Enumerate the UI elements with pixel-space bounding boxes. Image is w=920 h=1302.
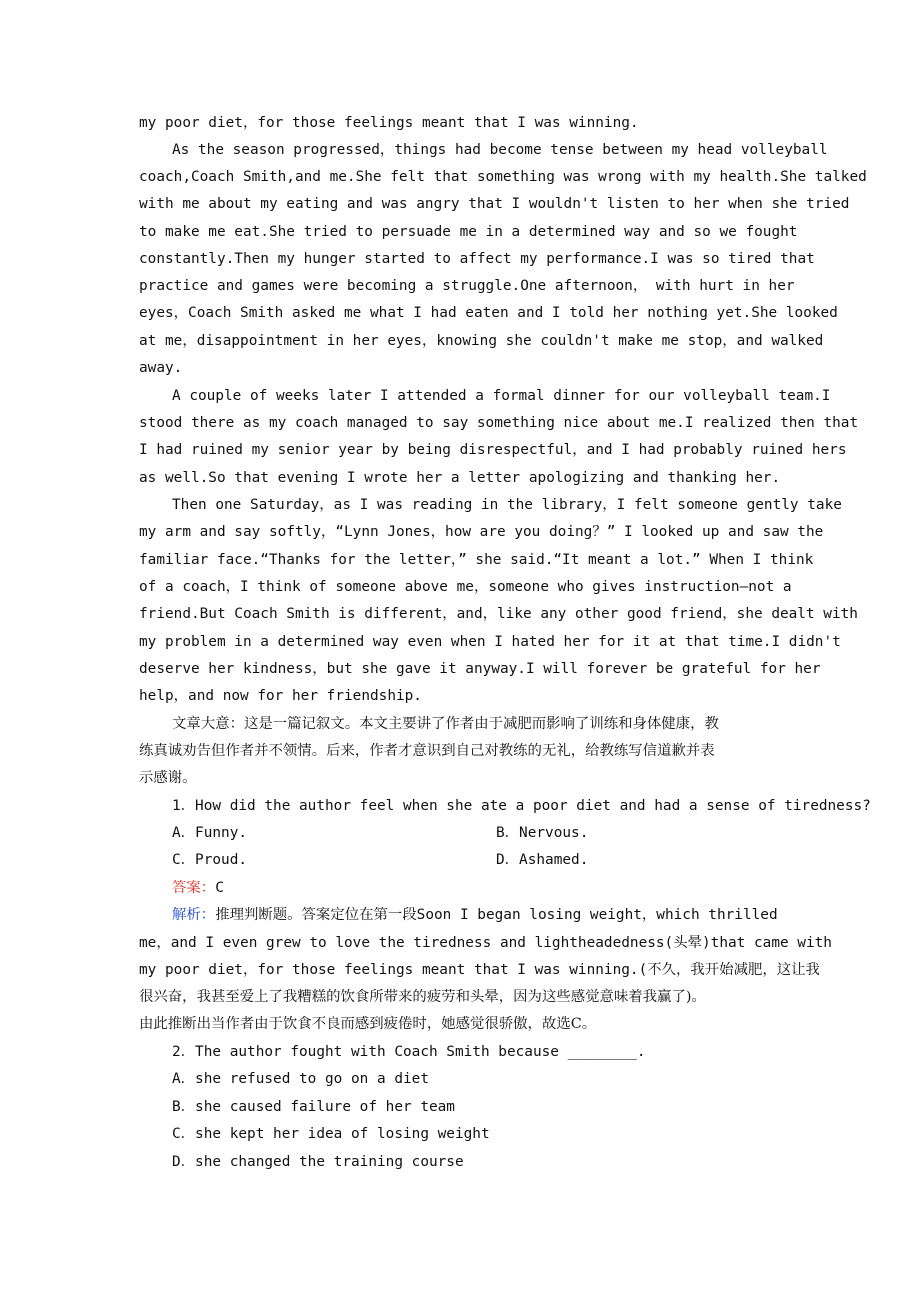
passage-line: help，and now for her friendship. [139, 688, 422, 704]
passage-line: as well.So that evening I wrote her a letter apologizing and thanking her. [139, 470, 781, 486]
passage-line: constantly.Then my hunger started to affect my performance.I was so tired that [139, 251, 815, 267]
answer-label: 答案： [172, 880, 216, 896]
passage-line: to make me eat.She tried to persuade me in a determined way and so we fought [139, 224, 798, 240]
option-d: D．she changed the training course [172, 1154, 464, 1170]
analysis-line [172, 905, 778, 925]
passage-line: As the season progressed，things had become tense between my head volleyball [172, 142, 828, 158]
passage-line: Then one Saturday，as I was reading in the library，I felt someone gently take [172, 497, 842, 513]
passage-line: away. [139, 360, 183, 376]
passage-line: deserve her kindness，but she gave it anyway.I will forever be grateful for her [139, 661, 821, 677]
summary-line: 示感谢。 [139, 770, 197, 786]
passage-line: of a coach，I think of someone above me，someone who gives instruction—not a [139, 579, 792, 595]
passage-line: practice and games were becoming a struggle.One afternoon， with hurt in her [139, 278, 795, 294]
option-a: A．Funny. [172, 825, 248, 841]
passage-line: friend.But Coach Smith is different，and，like any other good friend，she dealt with [139, 606, 858, 622]
passage-line: at me，disappointment in her eyes，knowing she couldn't make me stop，and walked [139, 333, 824, 349]
analysis-line: 很兴奋，我甚至爱上了我糟糕的饮食所带来的疲劳和头晕，因为这些感觉意味着我赢了)。 [139, 989, 706, 1005]
passage-line: stood there as my coach managed to say something nice about me.I realized then that [139, 415, 859, 431]
analysis-line: 由此推断出当作者由于饮食不良而感到疲倦时，她感觉很骄傲，故选C。 [139, 1016, 597, 1032]
passage-line: my problem in a determined way even when I hated her for it at that time.I didn't [139, 634, 841, 650]
analysis-label: 解析： [172, 907, 216, 923]
answer-line [172, 878, 224, 898]
option-b: B．she caused failure of her team [172, 1099, 455, 1115]
summary-line: 文章大意：这是一篇记叙文。本文主要讲了作者由于减肥而影响了训练和身体健康，教 [172, 716, 719, 732]
option-c: C．she kept her idea of losing weight [172, 1126, 490, 1142]
option-b: B．Nervous. [496, 825, 589, 841]
analysis-line: my poor diet，for those feelings meant that I was winning.(不久，我开始减肥，这让我 [139, 962, 820, 978]
summary-line: 练真诚劝告但作者并不领情。后来，作者才意识到自己对教练的无礼，给教练写信道歉并表 [139, 743, 715, 759]
passage-line: eyes，Coach Smith asked me what I had eaten and I told her nothing yet.She looked [139, 305, 838, 321]
passage-line: coach,Coach Smith,and me.She felt that something was wrong with my health.She talked [139, 169, 867, 185]
passage-line: A couple of weeks later I attended a formal dinner for our volleyball team.I [172, 388, 831, 404]
analysis-text: 推理判断题。答案定位在第一段Soon I began losing weight，which thrilled [215, 907, 778, 923]
question-2-stem: 2．The author fought with Coach Smith because ________. [172, 1044, 646, 1060]
option-a: A．she refused to go on a diet [172, 1071, 429, 1087]
passage-line: my arm and say softly，“Lynn Jones，how are you doing？” I looked up and saw the [139, 524, 824, 540]
question-1-stem: 1．How did the author feel when she ate a poor diet and had a sense of tiredness? [172, 798, 871, 814]
analysis-line: me，and I even grew to love the tiredness and lightheadedness(头晕)that came with [139, 935, 832, 951]
passage-line: familiar face.“Thanks for the letter，” she said.“It meant a lot.” When I think [139, 552, 814, 568]
answer-value: C [215, 880, 224, 896]
option-d: D．Ashamed. [496, 852, 589, 868]
passage-line: with me about my eating and was angry that I wouldn't listen to her when she tried [139, 196, 850, 212]
passage-line: I had ruined my senior year by being disrespectful，and I had probably ruined hers [139, 442, 847, 458]
option-c: C．Proud. [172, 852, 248, 868]
passage-line: my poor diet，for those feelings meant that I was winning. [139, 115, 639, 131]
